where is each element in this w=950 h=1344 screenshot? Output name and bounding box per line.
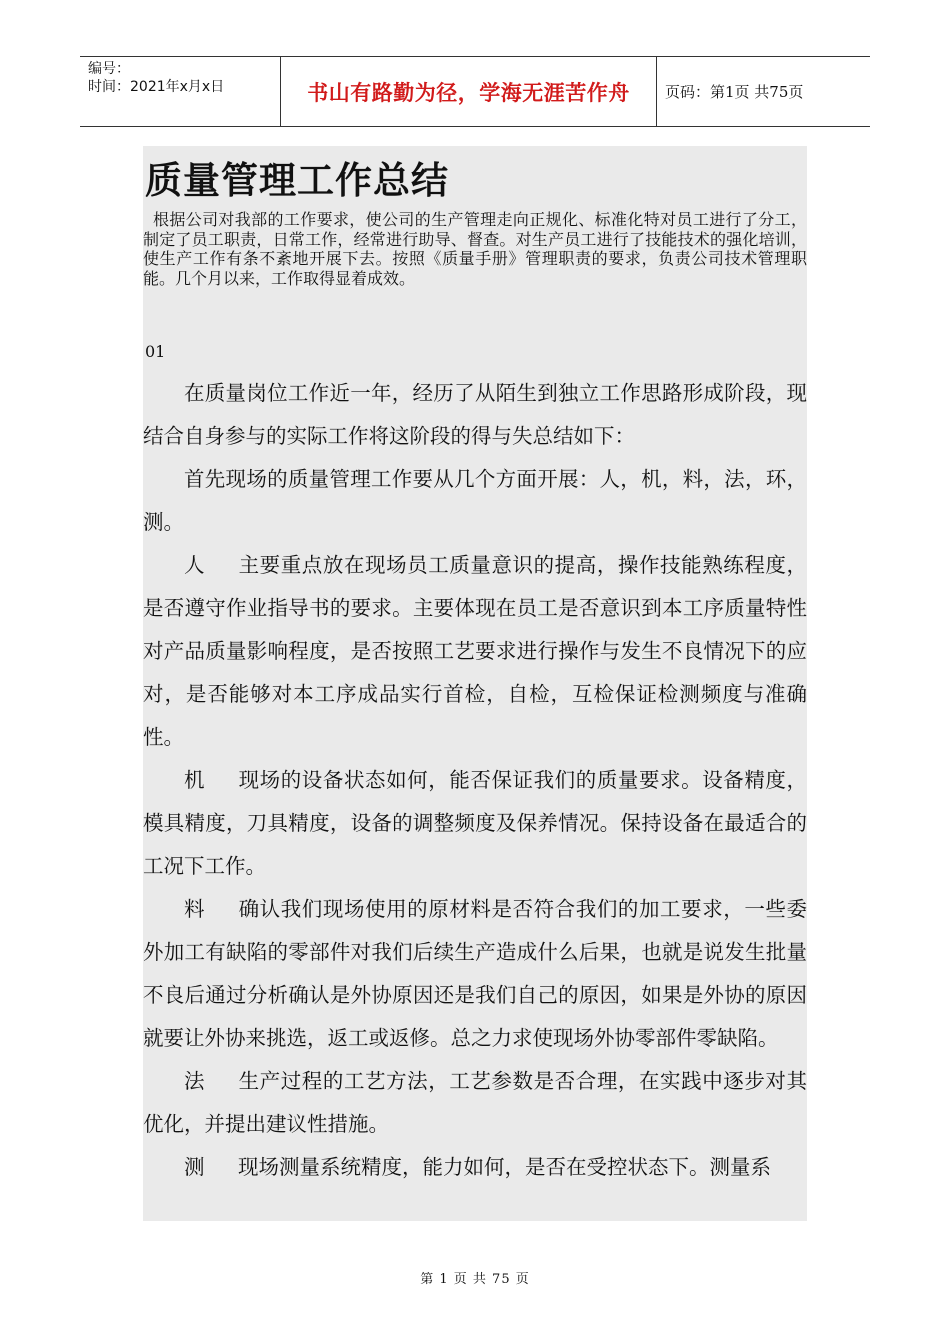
item-term: 料 — [184, 897, 205, 921]
header-page-info: 页码：第1页 共75页 — [665, 83, 804, 101]
header-meta — [80, 57, 280, 126]
body-text — [143, 372, 807, 1189]
item-term: 测 — [184, 1155, 205, 1179]
item-paragraph — [143, 1146, 807, 1189]
paragraph: 在质量岗位工作近一年，经历了从陌生到独立工作思路形成阶段，现结合自身参与的实际工作将这阶段的得与失总结如下： — [143, 381, 807, 448]
header-motto: 书山有路勤为径，学海无涯苦作舟 — [307, 79, 630, 105]
paragraph: 首先现场的质量管理工作要从几个方面开展：人，机，料，法，环，测。 — [143, 467, 807, 534]
intro-paragraph: 根据公司对我部的工作要求，使公司的生产管理走向正规化、标准化特对员工进行了分工，制定了员工职责，日常工作，经常进行助导、督查。对生产员工进行了技能技术的强化培训，使生产工作有条不紊地开展下去。按照《质量手册》管理职责的要求，负责公司技术管理职能。几个月以来，工作取得显着成效。 — [143, 210, 807, 288]
item-term: 机 — [184, 768, 205, 792]
item-paragraph — [143, 544, 807, 759]
document-header — [80, 56, 870, 127]
item-text: 确认我们现场使用的原材料是否符合我们的加工要求，一些委外加工有缺陷的零部件对我们后续生产造成什么后果，也就是说发生批量不良后通过分析确认是外协原因还是我们自己的原因，如果是外协的原因就要让外协来挑选，返工或返修。总之力求使现场外协零部件零缺陷。 — [143, 897, 807, 1050]
item-text: 现场测量系统精度，能力如何，是否在受控状态下。测量系 — [238, 1155, 771, 1179]
header-motto-cell — [280, 57, 657, 126]
item-text: 生产过程的工艺方法，工艺参数是否合理，在实践中逐步对其优化，并提出建议性措施。 — [143, 1069, 807, 1136]
section-number: 01 — [145, 342, 166, 361]
item-term: 法 — [184, 1069, 205, 1093]
item-text: 现场的设备状态如何，能否保证我们的质量要求。设备精度，模具精度，刀具精度，设备的调整频度及保养情况。保持设备在最适合的工况下工作。 — [143, 768, 807, 878]
time-label: 时间：2021年x月x日 — [88, 79, 225, 95]
item-paragraph — [143, 1060, 807, 1146]
item-text: 主要重点放在现场员工质量意识的提高，操作技能熟练程度，是否遵守作业指导书的要求。主要体现在员工是否意识到本工序质量特性对产品质量影响程度，是否按照工艺要求进行操作与发生不良情况下的应对，是否能够对本工序成品实行首检，自检，互检保证检测频度与准确性。 — [143, 553, 807, 749]
item-term: 人 — [184, 553, 205, 577]
serial-label: 编号： — [88, 61, 130, 77]
item-paragraph — [143, 759, 807, 888]
page-footer: 第 1 页 共 75 页 — [420, 1272, 530, 1287]
item-paragraph — [143, 888, 807, 1060]
document-title: 质量管理工作总结 — [145, 158, 449, 202]
document-body — [143, 146, 807, 1221]
